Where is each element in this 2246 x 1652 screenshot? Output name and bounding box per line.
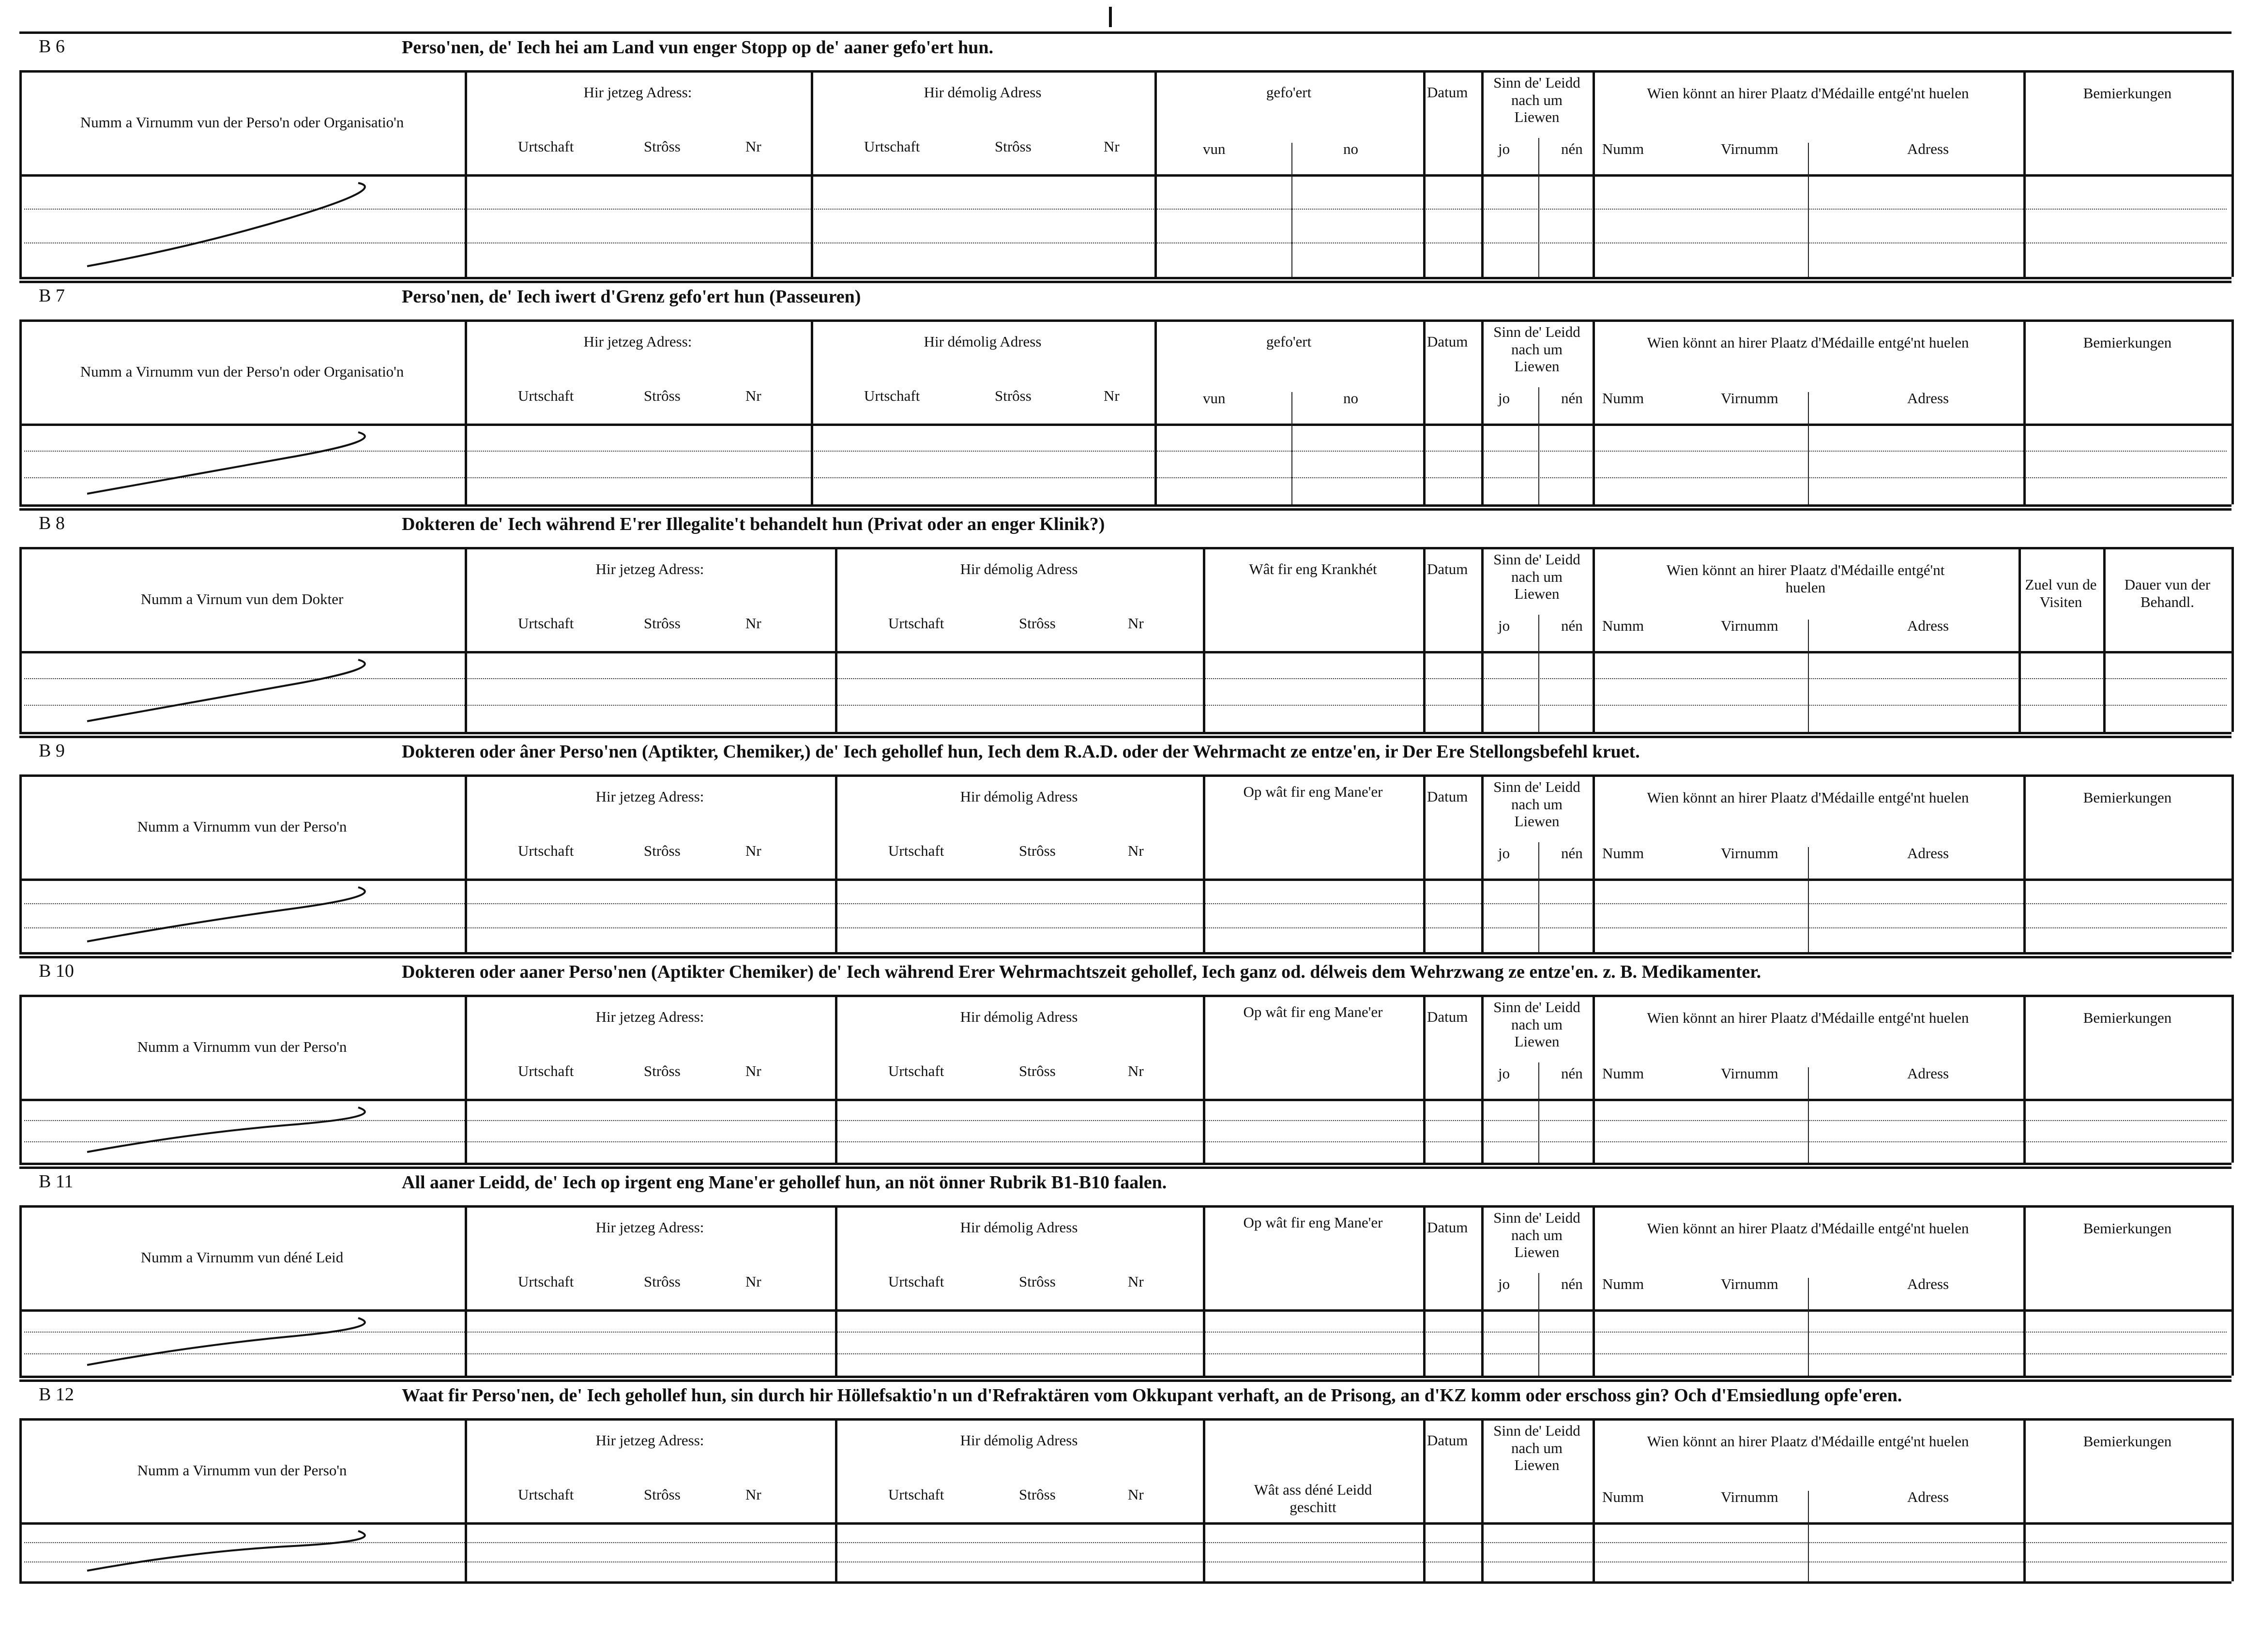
remarks-header: Bemierkungen bbox=[2083, 85, 2172, 102]
column-divider bbox=[1203, 774, 1205, 952]
extra-column-header: gefo'ert bbox=[1266, 84, 1312, 101]
address-subheader: Strôss bbox=[644, 615, 681, 632]
medal-column-header: Wien könnt an hirer Plaatz d'Médaille entgé'nt huelen bbox=[1647, 334, 1969, 351]
column-divider bbox=[2231, 1205, 2234, 1376]
column-divider bbox=[1423, 1205, 1426, 1376]
header-top-rule bbox=[19, 1418, 2231, 1421]
header-bottom-rule bbox=[19, 1522, 2231, 1525]
sinn-jo-label: jo bbox=[1498, 390, 1510, 407]
entry-line bbox=[24, 451, 2227, 452]
entry-line bbox=[24, 1561, 2227, 1562]
medal-subheader: Virnumm bbox=[1721, 1275, 1778, 1292]
section-title: Dokteren oder aaner Perso'nen (Aptikter Chemiker) de' Iech während Erer Wehrmachtszeit gehollef, Iech ganz od. délweis dem Wehrzwang ze entze'en. z. B. Medikamenter. bbox=[402, 962, 1761, 982]
section-top-rule bbox=[19, 31, 2231, 34]
address-subheader: Strôss bbox=[644, 1486, 681, 1503]
current-address-header: Hir jetzeg Adress: bbox=[595, 561, 704, 577]
column-divider bbox=[1423, 995, 1426, 1163]
medal-column-header: Wien könnt an hirer Plaatz d'Médaille entgé'nt huelen bbox=[1647, 789, 1969, 806]
address-subheader: Nr bbox=[1128, 1486, 1144, 1503]
name-column-header: Numm a Virnumm vun déné Leid bbox=[140, 1249, 344, 1266]
cancellation-stroke bbox=[73, 178, 508, 304]
current-address-header: Hir jetzeg Adress: bbox=[595, 1432, 704, 1449]
former-address-header: Hir démolig Adress bbox=[960, 1432, 1078, 1449]
extra-column-header: gefo'ert bbox=[1266, 333, 1312, 350]
sinn-nen-label: nén bbox=[1561, 1065, 1583, 1082]
jo-nen-divider bbox=[1538, 615, 1539, 732]
address-subheader: Urtschaft bbox=[518, 1062, 574, 1079]
medal-subheader: Numm bbox=[1602, 1065, 1644, 1082]
cancellation-stroke bbox=[73, 1526, 508, 1652]
sinn-column-header: Sinn de' Leidd nach um Liewen bbox=[1493, 551, 1580, 603]
extra-column-header: Op wât fir eng Mane'er bbox=[1243, 1003, 1383, 1020]
address-subheader: Strôss bbox=[1019, 1062, 1056, 1079]
entry-line bbox=[24, 1353, 2227, 1354]
address-subheader: Nr bbox=[1128, 1062, 1144, 1079]
header-top-rule bbox=[19, 547, 2231, 549]
extra-column-header: Wât fir eng Krankhét bbox=[1249, 561, 1377, 577]
jo-nen-divider bbox=[1538, 842, 1539, 952]
address-subheader: Urtschaft bbox=[518, 387, 574, 404]
section-bottom-rule bbox=[19, 732, 2231, 734]
address-subheader: Nr bbox=[745, 1062, 761, 1079]
address-subheader: Urtschaft bbox=[518, 842, 574, 859]
address-subheader: Nr bbox=[1128, 615, 1144, 632]
section-bottom-rule bbox=[19, 277, 2231, 279]
medal-subheader: Adress bbox=[1907, 390, 1949, 407]
current-address-header: Hir jetzeg Adress: bbox=[583, 84, 692, 101]
header-bottom-rule bbox=[19, 651, 2231, 653]
section-code: B 6 bbox=[39, 36, 65, 57]
section-bottom-rule bbox=[19, 1376, 2231, 1378]
entry-line bbox=[24, 927, 2227, 928]
section-code: B 10 bbox=[39, 961, 74, 981]
name-column-header: Numm a Virnumm vun der Perso'n oder Organisatio'n bbox=[80, 363, 404, 380]
pen-stroke bbox=[87, 1107, 365, 1152]
address-subheader: Strôss bbox=[995, 138, 1032, 155]
entry-line bbox=[24, 903, 2227, 904]
sinn-nen-label: nén bbox=[1561, 1275, 1583, 1292]
address-subheader: Nr bbox=[1104, 387, 1120, 404]
address-subheader: Urtschaft bbox=[888, 842, 944, 859]
gefoert-from-label: vun bbox=[1203, 390, 1226, 407]
address-subheader: Urtschaft bbox=[888, 615, 944, 632]
remarks-header: Bemierkungen bbox=[2083, 334, 2172, 351]
sinn-column-header: Sinn de' Leidd nach um Liewen bbox=[1493, 1422, 1580, 1474]
former-address-header: Hir démolig Adress bbox=[924, 84, 1042, 101]
pen-stroke bbox=[87, 887, 365, 941]
sinn-column-header: Sinn de' Leidd nach um Liewen bbox=[1493, 778, 1580, 830]
medal-subheader: Numm bbox=[1602, 845, 1644, 862]
pen-stroke bbox=[87, 432, 365, 494]
section-bottom-rule bbox=[19, 1163, 2231, 1165]
sinn-jo-label: jo bbox=[1498, 617, 1510, 634]
header-bottom-rule bbox=[19, 424, 2231, 426]
address-subheader: Urtschaft bbox=[864, 138, 920, 155]
header-bottom-rule bbox=[19, 174, 2231, 177]
header-top-rule bbox=[19, 995, 2231, 997]
column-divider bbox=[19, 1418, 22, 1581]
address-subheader: Strôss bbox=[644, 842, 681, 859]
current-address-header: Hir jetzeg Adress: bbox=[595, 1219, 704, 1236]
datum-header: Datum bbox=[1427, 561, 1468, 577]
section-title: Waat fir Perso'nen, de' Iech gehollef hun, sin durch hir Höllefsaktio'n un d'Refraktären vom Okkupant verhaft, an de Prisong, an d'KZ komm oder erschoss gin? Och d'Emsiedlung opfe'eren. bbox=[402, 1385, 1902, 1406]
address-subheader: Strôss bbox=[1019, 1486, 1056, 1503]
entry-line bbox=[24, 242, 2227, 243]
address-subheader: Nr bbox=[745, 615, 761, 632]
section-top-rule bbox=[19, 508, 2231, 511]
vun-no-divider bbox=[1291, 392, 1292, 504]
pen-stroke bbox=[87, 1531, 365, 1571]
sinn-nen-label: nén bbox=[1561, 140, 1583, 157]
section-bottom-rule bbox=[19, 504, 2231, 507]
header-bottom-rule bbox=[19, 1099, 2231, 1101]
column-divider bbox=[1423, 547, 1426, 732]
section-top-rule bbox=[19, 956, 2231, 958]
entry-line bbox=[24, 1120, 2227, 1121]
sinn-jo-label: jo bbox=[1498, 1065, 1510, 1082]
sinn-nen-label: nén bbox=[1561, 617, 1583, 634]
sinn-nen-label: nén bbox=[1561, 845, 1583, 862]
jo-nen-divider bbox=[1538, 387, 1539, 504]
section-title: Perso'nen, de' Iech hei am Land vun enger Stopp op de' aaner gefo'ert hun. bbox=[402, 37, 994, 58]
current-address-header: Hir jetzeg Adress: bbox=[595, 788, 704, 805]
section-code: B 9 bbox=[39, 741, 65, 761]
name-column-header: Numm a Virnum vun dem Dokter bbox=[140, 591, 344, 607]
gefoert-to-label: no bbox=[1343, 140, 1358, 157]
section-bottom-rule bbox=[19, 952, 2231, 955]
address-subheader: Urtschaft bbox=[864, 387, 920, 404]
remarks-header: Bemierkungen bbox=[2083, 1433, 2172, 1450]
column-divider bbox=[19, 319, 22, 504]
column-divider bbox=[2231, 995, 2234, 1163]
pen-stroke bbox=[87, 183, 365, 266]
former-address-header: Hir démolig Adress bbox=[960, 1219, 1078, 1236]
medal-subheader: Numm bbox=[1602, 390, 1644, 407]
column-divider bbox=[1423, 319, 1426, 504]
medal-subheader: Virnumm bbox=[1721, 140, 1778, 157]
address-subheader: Urtschaft bbox=[888, 1062, 944, 1079]
medal-column-header: Wien könnt an hirer Plaatz d'Médaille entgé'nt huelen bbox=[1647, 1220, 1969, 1237]
jo-nen-divider bbox=[1538, 1273, 1539, 1376]
address-subheader: Strôss bbox=[995, 387, 1032, 404]
datum-header: Datum bbox=[1427, 788, 1468, 805]
current-address-header: Hir jetzeg Adress: bbox=[595, 1008, 704, 1025]
medal-inner-divider bbox=[1808, 847, 1809, 952]
medal-subheader: Numm bbox=[1602, 617, 1644, 634]
column-divider bbox=[1423, 1418, 1426, 1581]
address-subheader: Strôss bbox=[644, 1062, 681, 1079]
address-subheader: Nr bbox=[1104, 138, 1120, 155]
name-column-header: Numm a Virnumm vun der Perso'n bbox=[137, 1462, 347, 1479]
sinn-column-header: Sinn de' Leidd nach um Liewen bbox=[1493, 999, 1580, 1050]
section-code: B 11 bbox=[39, 1171, 74, 1192]
top-fold-mark bbox=[1109, 7, 1112, 27]
medal-subheader: Virnumm bbox=[1721, 617, 1778, 634]
medal-subheader: Adress bbox=[1907, 1488, 1949, 1505]
address-subheader: Strôss bbox=[1019, 1273, 1056, 1290]
remarks-header: Bemierkungen bbox=[2083, 789, 2172, 806]
medal-subheader: Adress bbox=[1907, 1275, 1949, 1292]
cancellation-stroke bbox=[73, 882, 508, 1008]
address-subheader: Urtschaft bbox=[888, 1486, 944, 1503]
medal-subheader: Virnumm bbox=[1721, 1488, 1778, 1505]
medal-subheader: Adress bbox=[1907, 1065, 1949, 1082]
column-divider bbox=[19, 1205, 22, 1376]
datum-header: Datum bbox=[1427, 333, 1468, 350]
current-address-header: Hir jetzeg Adress: bbox=[583, 333, 692, 350]
column-divider bbox=[1423, 70, 1426, 277]
section-top-rule bbox=[19, 1167, 2231, 1169]
medal-subheader: Adress bbox=[1907, 617, 1949, 634]
column-divider bbox=[465, 70, 467, 277]
address-subheader: Nr bbox=[745, 387, 761, 404]
medal-column-header: Wien könnt an hirer Plaatz d'Médaille entgé'nt huelen bbox=[1647, 1009, 1969, 1026]
sinn-column-header: Sinn de' Leidd nach um Liewen bbox=[1493, 1209, 1580, 1261]
address-subheader: Nr bbox=[745, 1486, 761, 1503]
treatment-duration-header: Dauer vun der Behandl. bbox=[2124, 576, 2211, 610]
address-subheader: Nr bbox=[1128, 1273, 1144, 1290]
medal-inner-divider bbox=[1808, 1491, 1809, 1581]
visits-count-header: Zuel vun de Visiten bbox=[2025, 576, 2097, 610]
gefoert-to-label: no bbox=[1343, 390, 1358, 407]
sinn-column-header: Sinn de' Leidd nach um Liewen bbox=[1493, 74, 1580, 126]
medal-inner-divider bbox=[1808, 1067, 1809, 1163]
column-divider bbox=[2231, 1418, 2234, 1581]
medal-subheader: Numm bbox=[1602, 1488, 1644, 1505]
name-column-header: Numm a Virnumm vun der Perso'n bbox=[137, 818, 347, 835]
datum-header: Datum bbox=[1427, 1432, 1468, 1449]
entry-line bbox=[24, 1141, 2227, 1142]
column-divider bbox=[19, 995, 22, 1163]
extra-column-header: Op wât fir eng Mane'er bbox=[1243, 783, 1383, 800]
header-bottom-rule bbox=[19, 879, 2231, 881]
name-column-header: Numm a Virnumm vun der Perso'n oder Organisatio'n bbox=[80, 114, 404, 131]
datum-header: Datum bbox=[1427, 84, 1468, 101]
medal-inner-divider bbox=[1808, 392, 1809, 504]
former-address-header: Hir démolig Adress bbox=[960, 788, 1078, 805]
section-top-rule bbox=[19, 281, 2231, 283]
medal-column-header: Wien könnt an hirer Plaatz d'Médaille entgé'nt huelen bbox=[1647, 85, 1969, 102]
medal-inner-divider bbox=[1808, 620, 1809, 732]
entry-line bbox=[24, 1542, 2227, 1543]
former-address-header: Hir démolig Adress bbox=[960, 1008, 1078, 1025]
section-bottom-rule bbox=[19, 1581, 2231, 1584]
column-divider bbox=[2231, 547, 2234, 732]
medal-subheader: Virnumm bbox=[1721, 845, 1778, 862]
medal-subheader: Adress bbox=[1907, 845, 1949, 862]
address-subheader: Nr bbox=[745, 1273, 761, 1290]
sinn-jo-label: jo bbox=[1498, 1275, 1510, 1292]
sinn-column-header: Sinn de' Leidd nach um Liewen bbox=[1493, 323, 1580, 375]
former-address-header: Hir démolig Adress bbox=[924, 333, 1042, 350]
section-title: Dokteren de' Iech während E'rer Illegalite't behandelt hun (Privat oder an enger Klinik?) bbox=[402, 514, 1105, 534]
former-address-header: Hir démolig Adress bbox=[960, 561, 1078, 577]
datum-header: Datum bbox=[1427, 1008, 1468, 1025]
address-subheader: Strôss bbox=[1019, 615, 1056, 632]
section-top-rule bbox=[19, 1379, 2231, 1382]
medal-inner-divider bbox=[1808, 1278, 1809, 1376]
section-title: Perso'nen, de' Iech iwert d'Grenz gefo'ert hun (Passeuren) bbox=[402, 287, 861, 307]
section-title: Dokteren oder âner Perso'nen (Aptikter, Chemiker,) de' Iech gehollef hun, Iech dem R.A.D. oder der Wehrmacht ze entze'en, ir Der Ere Stellongsbefehl kruet. bbox=[402, 742, 1640, 762]
header-top-rule bbox=[19, 319, 2231, 322]
column-divider bbox=[2231, 70, 2234, 277]
column-divider bbox=[2231, 774, 2234, 952]
cancellation-stroke bbox=[73, 1103, 508, 1228]
section-code: B 12 bbox=[39, 1384, 74, 1405]
address-subheader: Urtschaft bbox=[518, 1273, 574, 1290]
name-column-header: Numm a Virnumm vun der Perso'n bbox=[137, 1038, 347, 1055]
header-bottom-rule bbox=[19, 1309, 2231, 1312]
column-divider bbox=[2231, 319, 2234, 504]
address-subheader: Urtschaft bbox=[518, 615, 574, 632]
sinn-nen-label: nén bbox=[1561, 390, 1583, 407]
column-divider bbox=[1423, 774, 1426, 952]
jo-nen-divider bbox=[1538, 1062, 1539, 1163]
address-subheader: Strôss bbox=[644, 387, 681, 404]
column-divider bbox=[19, 547, 22, 732]
section-code: B 7 bbox=[39, 286, 65, 306]
medal-subheader: Numm bbox=[1602, 1275, 1644, 1292]
jo-nen-divider bbox=[1538, 138, 1539, 277]
address-subheader: Urtschaft bbox=[888, 1273, 944, 1290]
sinn-jo-label: jo bbox=[1498, 845, 1510, 862]
gefoert-from-label: vun bbox=[1203, 140, 1226, 157]
medal-subheader: Adress bbox=[1907, 140, 1949, 157]
medal-column-header: Wien könnt an hirer Plaatz d'Médaille entgé'nt huelen bbox=[1666, 561, 1945, 596]
extra-column-header: Op wât fir eng Mane'er bbox=[1243, 1214, 1383, 1231]
section-code: B 8 bbox=[39, 513, 65, 533]
medal-column-header: Wien könnt an hirer Plaatz d'Médaille entgé'nt huelen bbox=[1647, 1433, 1969, 1450]
entry-line bbox=[24, 705, 2227, 706]
column-divider bbox=[2018, 547, 2021, 732]
column-divider bbox=[19, 70, 22, 277]
column-divider bbox=[1154, 70, 1157, 277]
section-title: All aaner Leidd, de' Iech op irgent eng Mane'er gehollef hun, an nöt önner Rubrik B1-B10 faalen. bbox=[402, 1172, 1167, 1193]
sinn-jo-label: jo bbox=[1498, 140, 1510, 157]
header-top-rule bbox=[19, 70, 2231, 73]
medal-subheader: Virnumm bbox=[1721, 390, 1778, 407]
remarks-header: Bemierkungen bbox=[2083, 1009, 2172, 1026]
address-subheader: Strôss bbox=[644, 1273, 681, 1290]
address-subheader: Strôss bbox=[1019, 842, 1056, 859]
address-subheader: Nr bbox=[745, 138, 761, 155]
address-subheader: Urtschaft bbox=[518, 138, 574, 155]
address-subheader: Urtschaft bbox=[518, 1486, 574, 1503]
entry-line bbox=[24, 678, 2227, 679]
column-divider bbox=[2103, 547, 2106, 732]
column-divider bbox=[811, 70, 813, 277]
address-subheader: Nr bbox=[1128, 842, 1144, 859]
medal-inner-divider bbox=[1808, 143, 1809, 277]
header-top-rule bbox=[19, 774, 2231, 777]
pen-stroke bbox=[87, 1318, 365, 1365]
address-subheader: Strôss bbox=[644, 138, 681, 155]
section-top-rule bbox=[19, 736, 2231, 738]
entry-line bbox=[24, 209, 2227, 210]
medal-subheader: Virnumm bbox=[1721, 1065, 1778, 1082]
entry-line bbox=[24, 477, 2227, 478]
column-divider bbox=[19, 774, 22, 952]
header-top-rule bbox=[19, 1205, 2231, 1208]
pen-stroke bbox=[87, 660, 365, 721]
medal-subheader: Numm bbox=[1602, 140, 1644, 157]
datum-header: Datum bbox=[1427, 1219, 1468, 1236]
entry-line bbox=[24, 1332, 2227, 1333]
extra-column-header: Wât ass déné Leidd geschitt bbox=[1254, 1481, 1372, 1516]
remarks-header: Bemierkungen bbox=[2083, 1220, 2172, 1237]
address-subheader: Nr bbox=[745, 842, 761, 859]
vun-no-divider bbox=[1291, 143, 1292, 277]
